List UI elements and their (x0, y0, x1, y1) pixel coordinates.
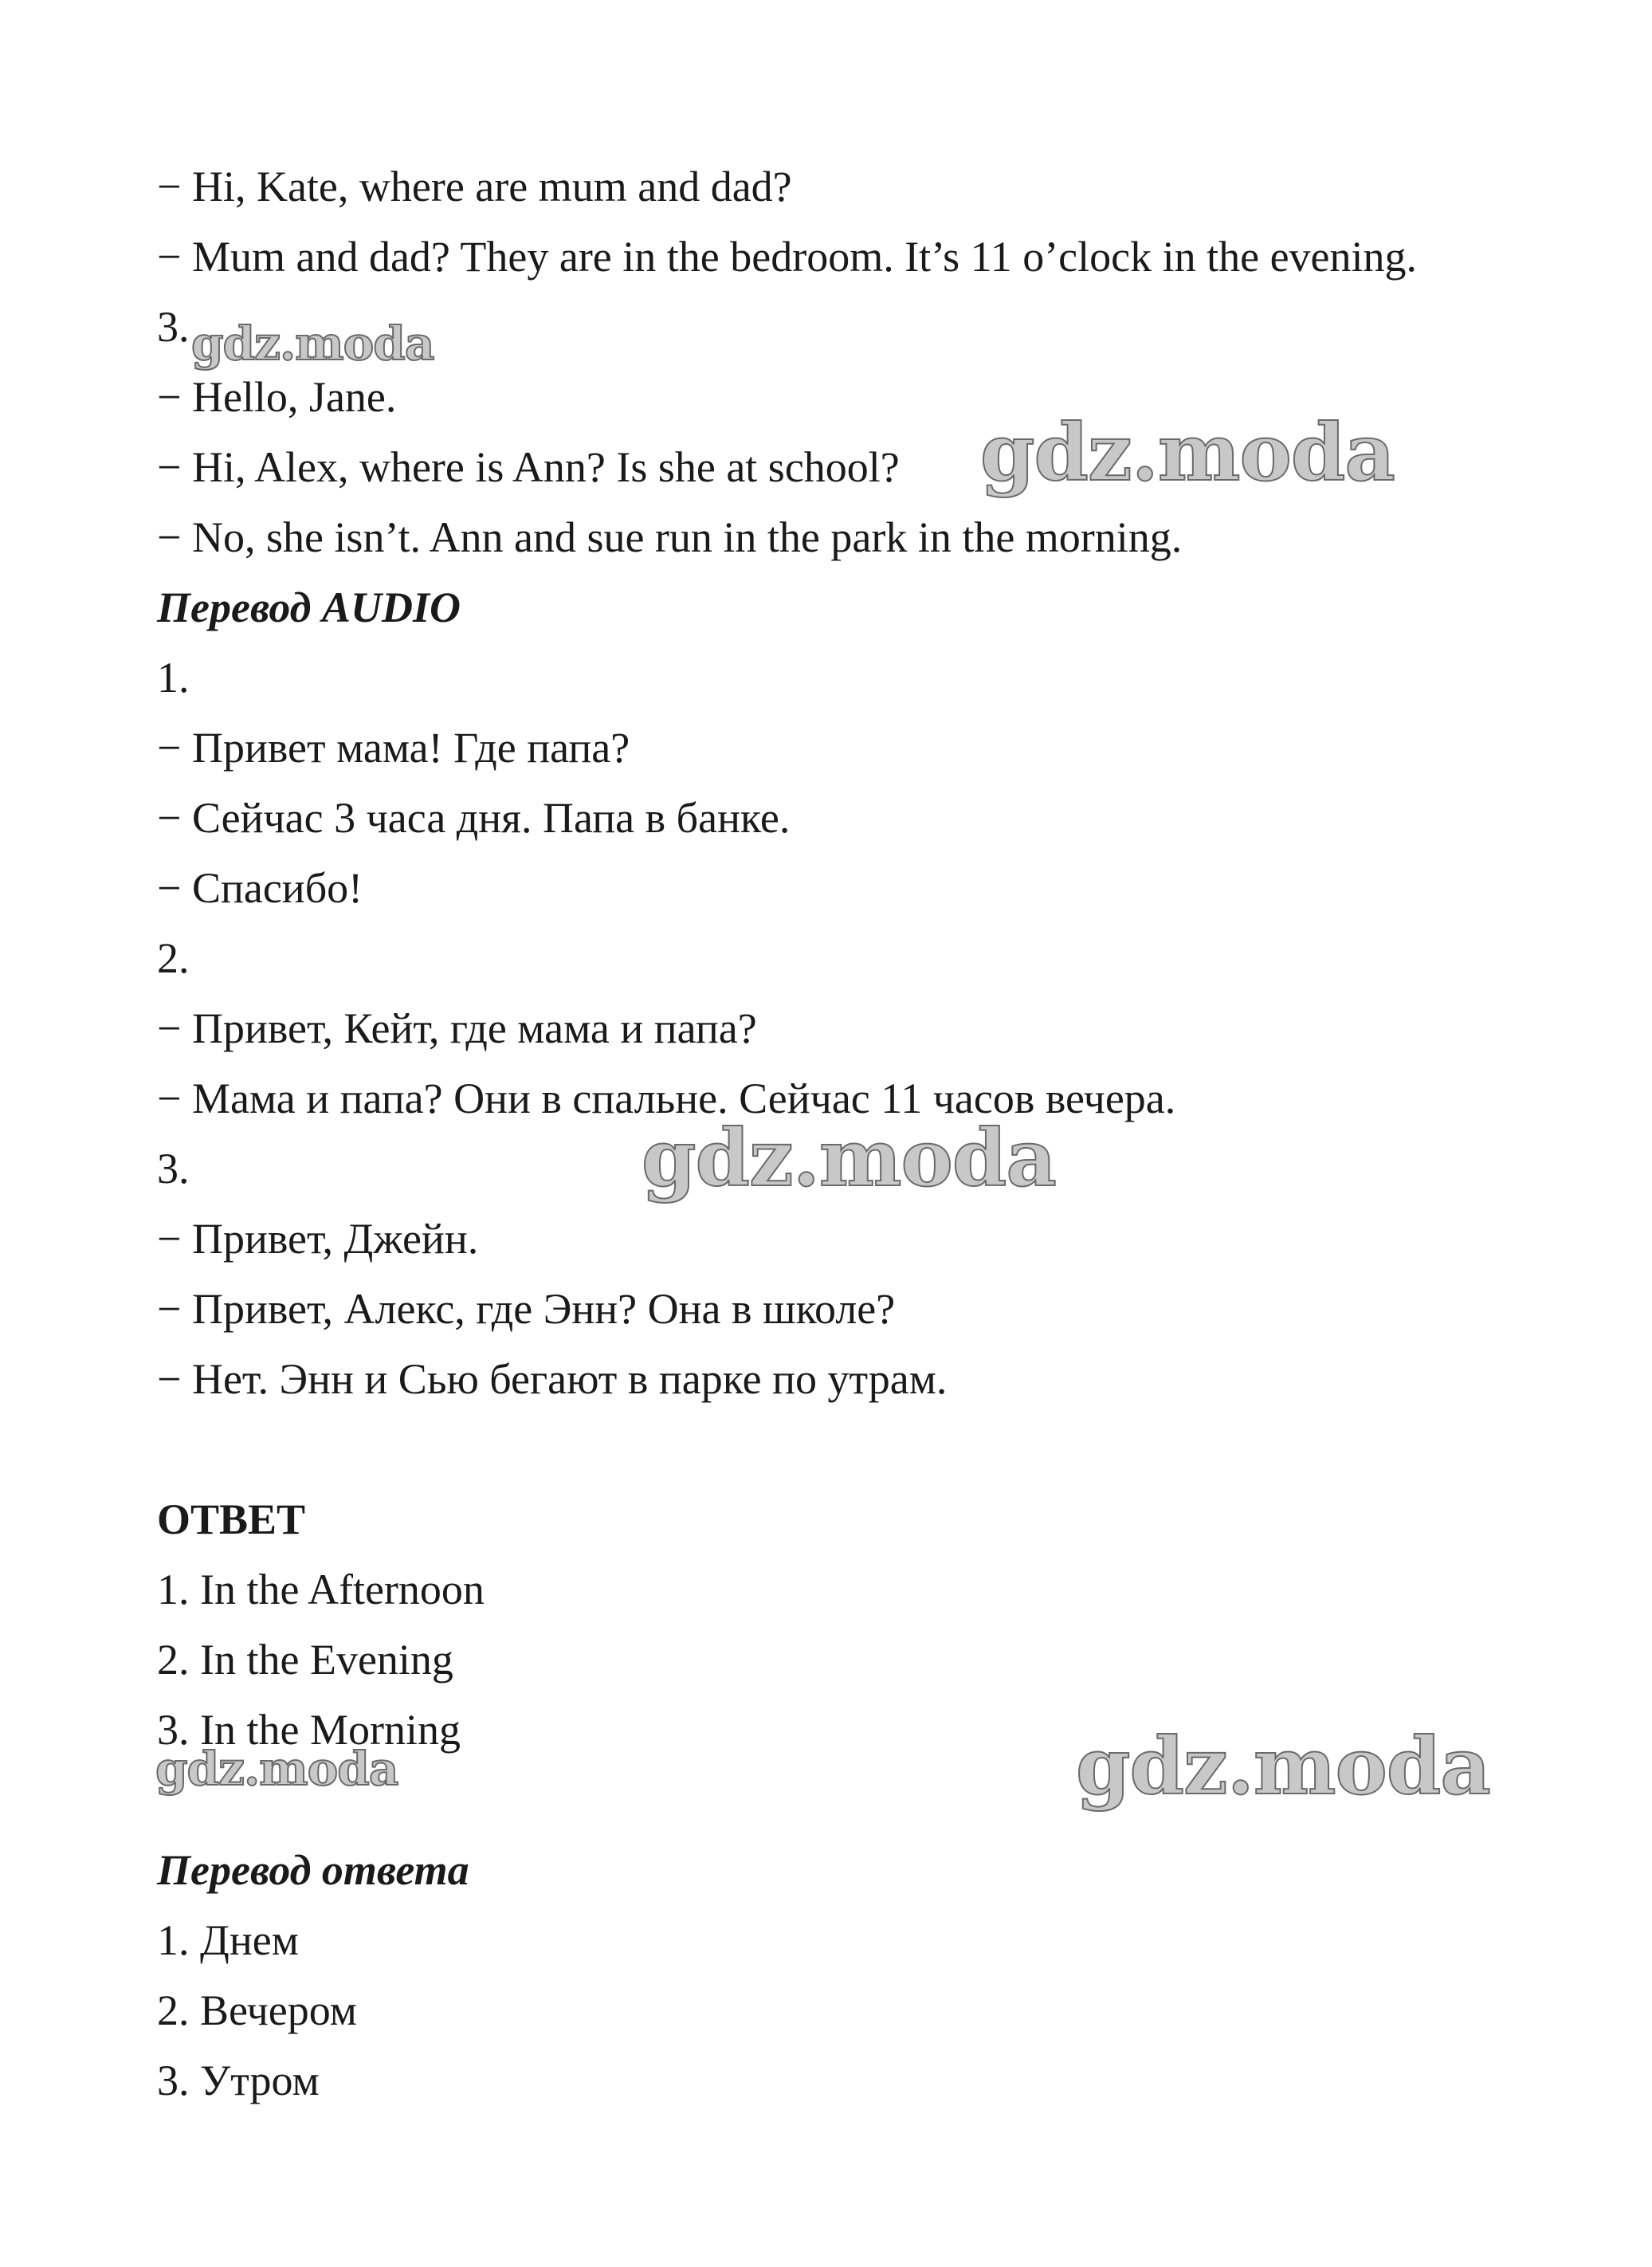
answer-translation-line: 3. Утром (157, 2057, 320, 2104)
answer-translation-line: 2. Вечером (157, 1986, 357, 2034)
translation-number: 2. (157, 934, 190, 982)
watermark: gdz.moda (155, 1742, 398, 1796)
translation-line: − Нет. Энн и Сью бегают в парке по утрам. (157, 1355, 948, 1403)
answer-line: 1. In the Afternoon (157, 1566, 485, 1613)
translation-number: 3. (157, 1145, 190, 1192)
translation-number: 1. (157, 654, 190, 701)
dialogue-line: − Hello, Jane. (157, 373, 397, 421)
watermark: gdz.moda (191, 316, 434, 371)
watermark: gdz.moda (980, 407, 1395, 499)
dialogue-number: 3. (157, 303, 190, 351)
document-page (157, 151, 1591, 2116)
translation-line: − Сейчас 3 часа дня. Папа в банке. (157, 794, 791, 842)
translation-line: − Спасибо! (157, 864, 363, 912)
section-spacer (157, 1414, 1591, 1484)
translation-line: − Мама и папа? Они в спальне. Сейчас 11 часов вечера. (157, 1075, 1176, 1122)
section-spacer (157, 1765, 1591, 1835)
translation-line: − Привет, Джейн. (157, 1215, 479, 1263)
translation-line: − Привет, Кейт, где мама и папа? (157, 1004, 757, 1052)
dialogue-line: − No, she isn’t. Ann and sue run in the park in the morning. (157, 513, 1183, 561)
answer-translation-line: 1. Днем (157, 1916, 299, 1964)
answer-line: 2. In the Evening (157, 1636, 453, 1684)
watermark: gdz.moda (1076, 1721, 1490, 1813)
answer-line: 3. In the Morning (157, 1706, 461, 1754)
translation-line: − Привет, Алекс, где Энн? Она в школе? (157, 1285, 896, 1333)
answer-translation-heading: Перевод ответа (157, 1846, 469, 1894)
dialogue-line: − Hi, Kate, where are mum and dad? (157, 163, 792, 210)
dialogue-line: − Mum and dad? They are in the bedroom. It’s 11 o’clock in the evening. (157, 233, 1418, 281)
audio-translation-heading: Перевод AUDIO (157, 583, 461, 631)
dialogue-line: − Hi, Alex, where is Ann? Is she at school? (157, 443, 900, 491)
answer-heading: ОТВЕТ (157, 1495, 306, 1543)
translation-line: − Привет мама! Где папа? (157, 724, 630, 772)
watermark: gdz.moda (642, 1113, 1056, 1204)
